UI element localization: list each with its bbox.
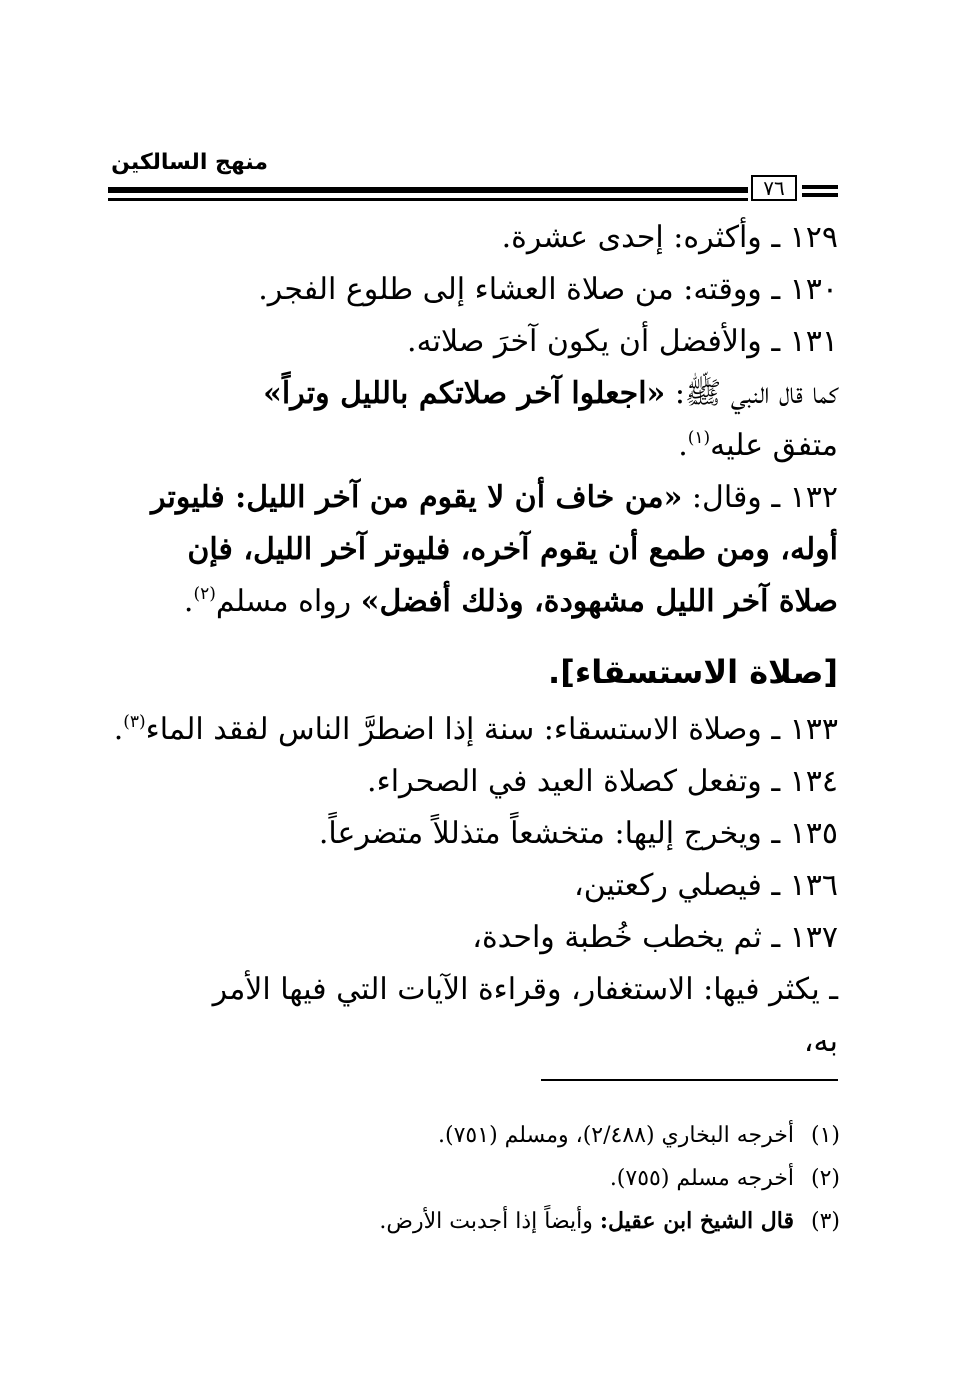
main-text xyxy=(108,212,838,1068)
page-number-bar-top xyxy=(802,185,838,189)
item-136: ١٣٦ ـ فيصلي ركعتين، xyxy=(574,868,838,903)
footnote-marker-2: (٢) xyxy=(193,584,216,604)
hadith-intro: كما قال النبي ﷺ: xyxy=(665,376,838,411)
footnote-1 xyxy=(300,1114,840,1157)
footnote-separator xyxy=(541,1079,838,1081)
item-132-quote-3: صلاة آخر الليل مشهودة، وذلك أفضل» xyxy=(360,584,838,619)
item-135: ١٣٥ ـ ويخرج إليها: متخشعاً متذللاً متضرعاً. xyxy=(318,816,838,851)
running-title: منهج السالكين xyxy=(111,150,268,175)
hadith-source: متفق عليه xyxy=(710,428,838,463)
sentence-end: . xyxy=(183,584,194,619)
page-number-bar-bottom xyxy=(802,193,838,197)
footnote-bold-lead: قال الشيخ ابن عقيل: xyxy=(599,1208,794,1234)
sentence-end: . xyxy=(678,428,688,463)
item-131-hadith xyxy=(108,368,838,472)
item-137-sub-line-1: ـ يكثر فيها: الاستغفار، وقراءة الآيات التي فيها الأمر xyxy=(212,972,838,1007)
item-131-source-line xyxy=(108,420,838,472)
footnote-number: (٢) xyxy=(810,1166,840,1191)
header-rule-thick xyxy=(108,187,748,193)
header-rule-thin xyxy=(108,198,748,201)
item-132-prefix: ١٣٢ ـ وقال: xyxy=(682,480,838,515)
item-137-sub xyxy=(108,964,838,1016)
item-131: ١٣١ ـ والأفضل أن يكون آخرَ صلاته. xyxy=(407,324,838,359)
section-heading: [صلاة الاستسقاء]. xyxy=(548,653,838,691)
item-132-quote-1: «من خاف أن لا يقوم من آخر الليل: فليوتر xyxy=(150,480,683,515)
item-132 xyxy=(108,472,838,628)
page-number: ٧٦ xyxy=(751,175,797,201)
item-132-line-1 xyxy=(108,472,838,524)
footnote-marker-1: (١) xyxy=(687,428,711,448)
footnote-marker-3: (٣) xyxy=(123,712,146,732)
footnote-3 xyxy=(300,1200,840,1243)
item-130: ١٣٠ ـ ووقته: من صلاة العشاء إلى طلوع الفجر. xyxy=(258,272,838,307)
item-132-line-2: أوله، ومن طمع أن يقوم آخره، فليوتر آخر الليل، فإن xyxy=(187,532,838,567)
item-137-sub-line-2: به، xyxy=(803,1024,838,1059)
footnote-number: (١) xyxy=(810,1123,840,1148)
item-134: ١٣٤ ـ وتفعل كصلاة العيد في الصحراء. xyxy=(367,764,838,799)
item-132-source: رواه مسلم xyxy=(215,584,361,619)
item-129: ١٢٩ ـ وأكثره: إحدى عشرة. xyxy=(501,220,838,255)
item-133-text: ١٣٣ ـ وصلاة الاستسقاء: سنة إذا اضطرَّ الناس لفقد الماء xyxy=(145,712,838,747)
item-137: ١٣٧ ـ ثم يخطب خُطبة واحدة، xyxy=(472,920,838,955)
item-132-line-3 xyxy=(108,576,838,628)
hadith-text: «اجعلوا آخر صلاتكم بالليل وتراً» xyxy=(263,376,666,411)
sentence-end: . xyxy=(113,712,124,747)
footnote-text: أخرجه مسلم (٧٥٥). xyxy=(609,1166,794,1191)
footnote-text: أخرجه البخاري (٢/٤٨٨)، ومسلم (٧٥١). xyxy=(438,1123,794,1148)
footnote-2 xyxy=(300,1157,840,1200)
footnote-number: (٣) xyxy=(810,1209,840,1234)
item-133 xyxy=(108,704,838,756)
footnotes xyxy=(300,1114,840,1243)
item-131-hadith-line xyxy=(108,368,838,420)
footnote-text: وأيضاً إذا أجدبت الأرض. xyxy=(379,1209,600,1234)
